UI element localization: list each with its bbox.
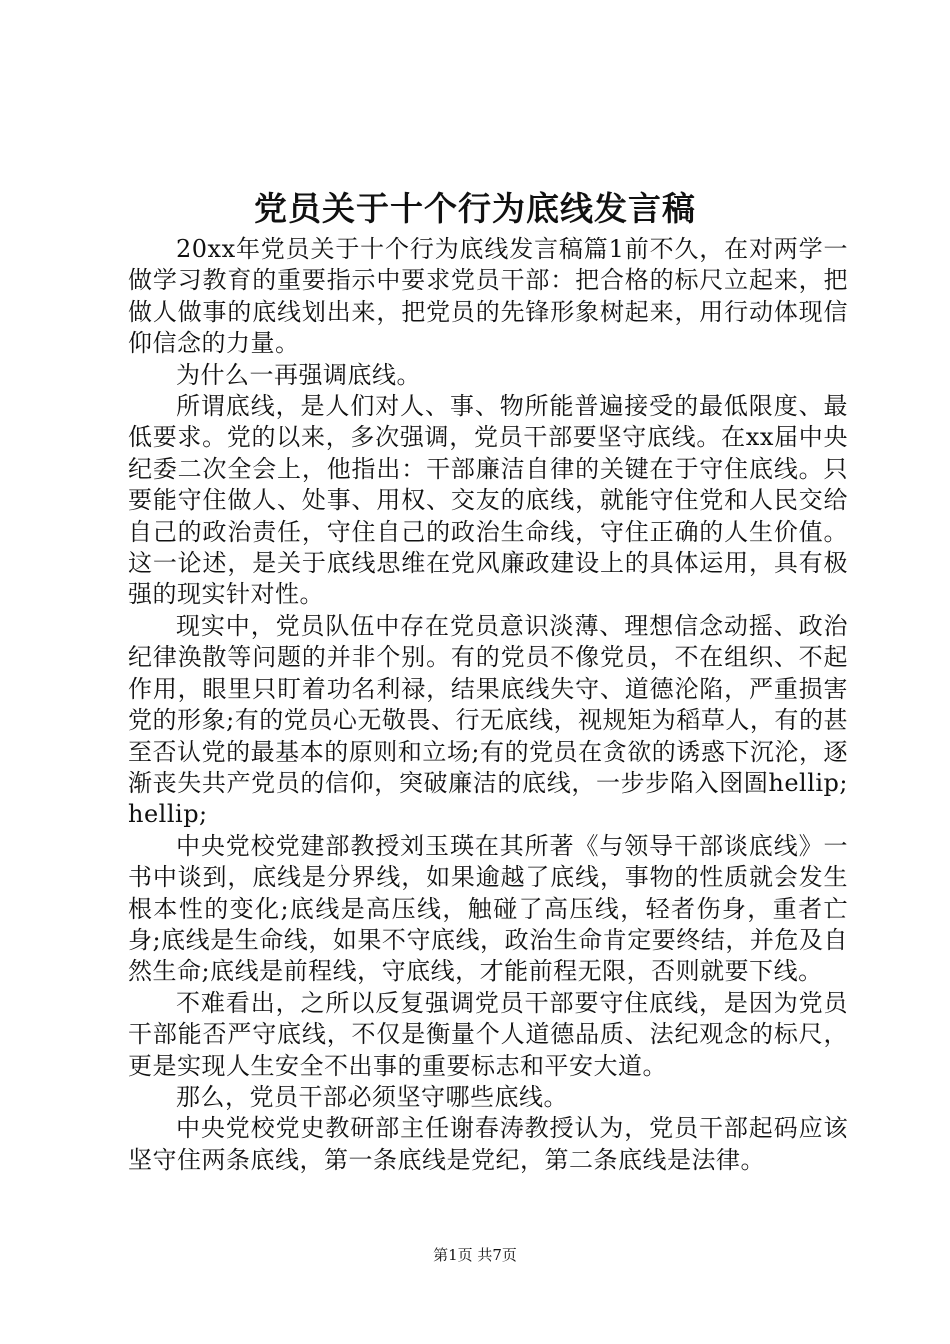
paragraph-3: 所谓底线，是人们对人、事、物所能普遍接受的最低限度、最低要求。党的以来，多次强调，党员干部要坚守底线。在xx届中央纪委二次全会上，他指出：干部廉洁自律的关键在于守住底线。只要能守住做人、处事、用权、交友的底线，就能守住党和人民交给自己的政治责任，守住自己的政治生命线，守住正确的人生价值。这一论述，是关于底线思维在党风廉政建设上的具体运用，具有极强的现实针对性。 [128, 392, 848, 609]
paragraph-2: 为什么一再强调底线。 [176, 360, 421, 389]
page-number-footer: 第1页 共7页 [433, 1246, 517, 1264]
document-body [128, 234, 848, 1176]
paragraph-8: 中央党校党史教研部主任谢春涛教授认为，党员干部起码应该坚守住两条底线，第一条底线是党纪，第二条底线是法律。 [128, 1114, 848, 1174]
paragraph-6: 不难看出，之所以反复强调党员干部要守住底线，是因为党员干部能否严守底线，不仅是衡量个人道德品质、法纪观念的标尺，更是实现人生安全不出事的重要标志和平安大道。 [128, 988, 848, 1080]
document-title: 党员关于十个行为底线发言稿 [254, 189, 696, 228]
paragraph-7: 那么，党员干部必须坚守哪些底线。 [176, 1082, 568, 1111]
paragraph-5: 中央党校党建部教授刘玉瑛在其所著《与领导干部谈底线》一书中谈到，底线是分界线，如果逾越了底线，事物的性质就会发生根本性的变化;底线是高压线，触碰了高压线，轻者伤身，重者亡身;底线是生命线，如果不守底线，政治生命肯定要终结，并危及自然生命;底线是前程线，守底线，才能前程无限，否则就要下线。 [128, 831, 848, 986]
paragraph-1: 20xx年党员关于十个行为底线发言稿篇1前不久，在对两学一做学习教育的重要指示中要求党员干部：把合格的标尺立起来，把做人做事的底线划出来，把党员的先锋形象树起来，用行动体现信仰信念的力量。 [128, 235, 848, 358]
paragraph-4: 现实中，党员队伍中存在党员意识淡薄、理想信念动摇、政治纪律涣散等问题的并非个别。有的党员不像党员，不在组织、不起作用，眼里只盯着功名利禄，结果底线失守、道德沦陷，严重损害党的形象;有的党员心无敬畏、行无底线，视规矩为稻草人，有的甚至否认党的最基本的原则和立场;有的党员在贪欲的诱惑下沉沦，逐渐丧失共产党员的信仰，突破廉洁的底线，一步步陷入囹圄hellip;hellip; [128, 611, 848, 829]
